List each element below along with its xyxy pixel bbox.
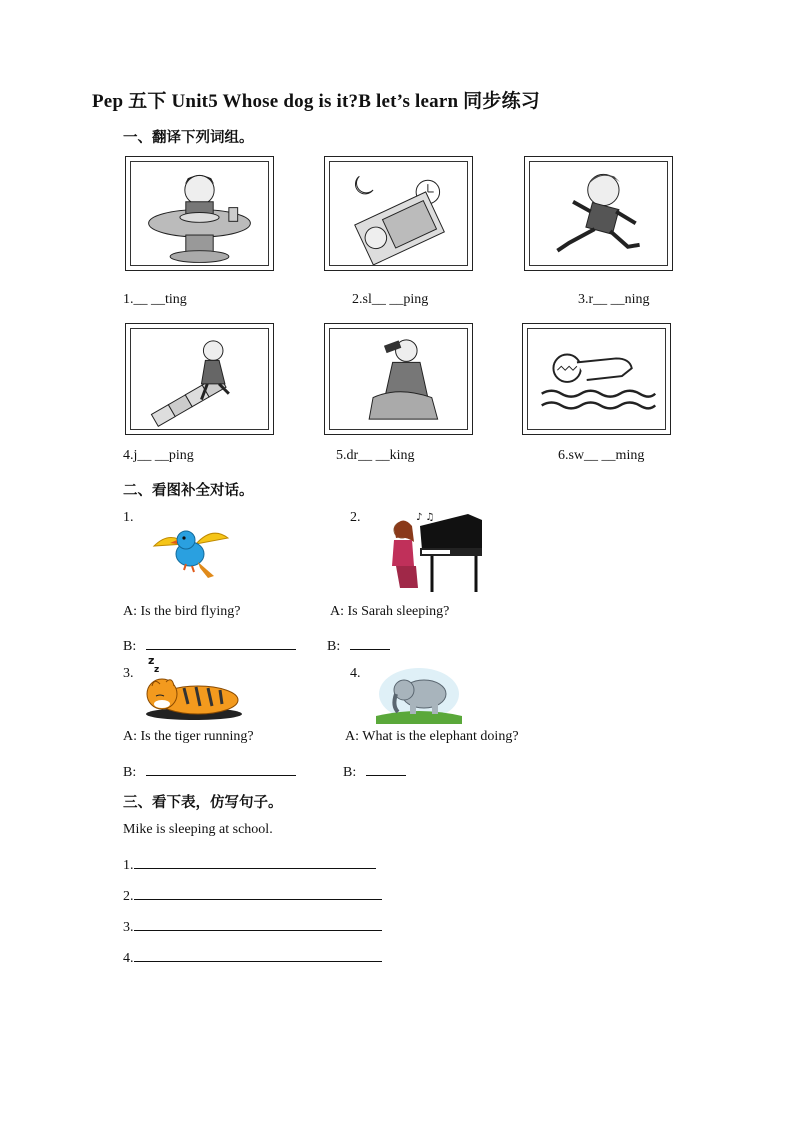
sleeping-boy-icon (330, 162, 467, 265)
writing-blank-3[interactable] (134, 916, 382, 931)
picture-jumping (125, 323, 274, 435)
word-blank-3: 3.r__ __ning (578, 292, 650, 307)
writing-line-2 (123, 885, 382, 905)
piano-girl-icon (372, 508, 486, 594)
question-1: A: Is the bird flying? (123, 604, 241, 619)
running-boy-icon (530, 162, 667, 265)
drinking-man-icon (330, 329, 467, 429)
answer-label-2: B: (327, 639, 341, 654)
word-blank-6: 6.sw__ __ming (558, 448, 645, 463)
sleeping-tiger-icon (140, 650, 244, 722)
answer-2 (327, 635, 390, 655)
question-2: A: Is Sarah sleeping? (330, 604, 450, 619)
svg-text:z: z (154, 665, 160, 675)
writing-num-1: 1. (123, 858, 134, 873)
example-sentence: Mike is sleeping at school. (123, 822, 273, 837)
writing-line-4 (123, 947, 382, 967)
svg-text:♪ ♫: ♪ ♫ (416, 512, 435, 523)
question-3: A: Is the tiger running? (123, 729, 254, 744)
writing-blank-1[interactable] (134, 854, 376, 869)
word-blank-5: 5.dr__ __king (336, 448, 415, 463)
word-blank-4: 4.j__ __ping (123, 448, 194, 463)
answer-blank-2[interactable] (350, 635, 390, 650)
svg-text:z: z (148, 654, 155, 667)
writing-num-4: 4. (123, 951, 134, 966)
bird-icon (150, 522, 230, 584)
dialog-num-3: 3. (123, 666, 134, 681)
answer-blank-3[interactable] (146, 761, 296, 776)
swimming-person-icon (528, 329, 665, 429)
elephant-icon (374, 666, 464, 726)
section1-heading: 一、翻译下列词组。 (123, 130, 254, 146)
answer-blank-1[interactable] (146, 635, 296, 650)
dialog-num-1: 1. (123, 510, 134, 525)
eating-girl-icon (131, 162, 268, 265)
writing-blank-2[interactable] (134, 885, 382, 900)
dialog-num-4: 4. (350, 666, 361, 681)
writing-line-1 (123, 854, 376, 874)
picture-sleeping (324, 156, 473, 271)
writing-blank-4[interactable] (134, 947, 382, 962)
word-blank-2: 2.sl__ __ping (352, 292, 429, 307)
writing-line-3 (123, 916, 382, 936)
section2-heading: 二、看图补全对话。 (123, 483, 254, 499)
answer-label-1: B: (123, 639, 137, 654)
answer-blank-4[interactable] (366, 761, 406, 776)
writing-num-3: 3. (123, 920, 134, 935)
picture-swimming (522, 323, 671, 435)
answer-3 (123, 761, 296, 781)
jumping-girl-icon (131, 329, 268, 429)
question-4: A: What is the elephant doing? (345, 729, 519, 744)
picture-running (524, 156, 673, 271)
writing-num-2: 2. (123, 889, 134, 904)
picture-eating (125, 156, 274, 271)
section3-heading: 三、看下表，仿写句子。 (123, 795, 283, 811)
dialog-num-2: 2. (350, 510, 361, 525)
picture-drinking (324, 323, 473, 435)
answer-label-4: B: (343, 765, 357, 780)
answer-label-3: B: (123, 765, 137, 780)
answer-4 (343, 761, 406, 781)
page-title: Pep 五下 Unit5 Whose dog is it?B let’s learn 同步练习 (92, 91, 540, 112)
word-blank-1: 1.__ __ting (123, 292, 187, 307)
